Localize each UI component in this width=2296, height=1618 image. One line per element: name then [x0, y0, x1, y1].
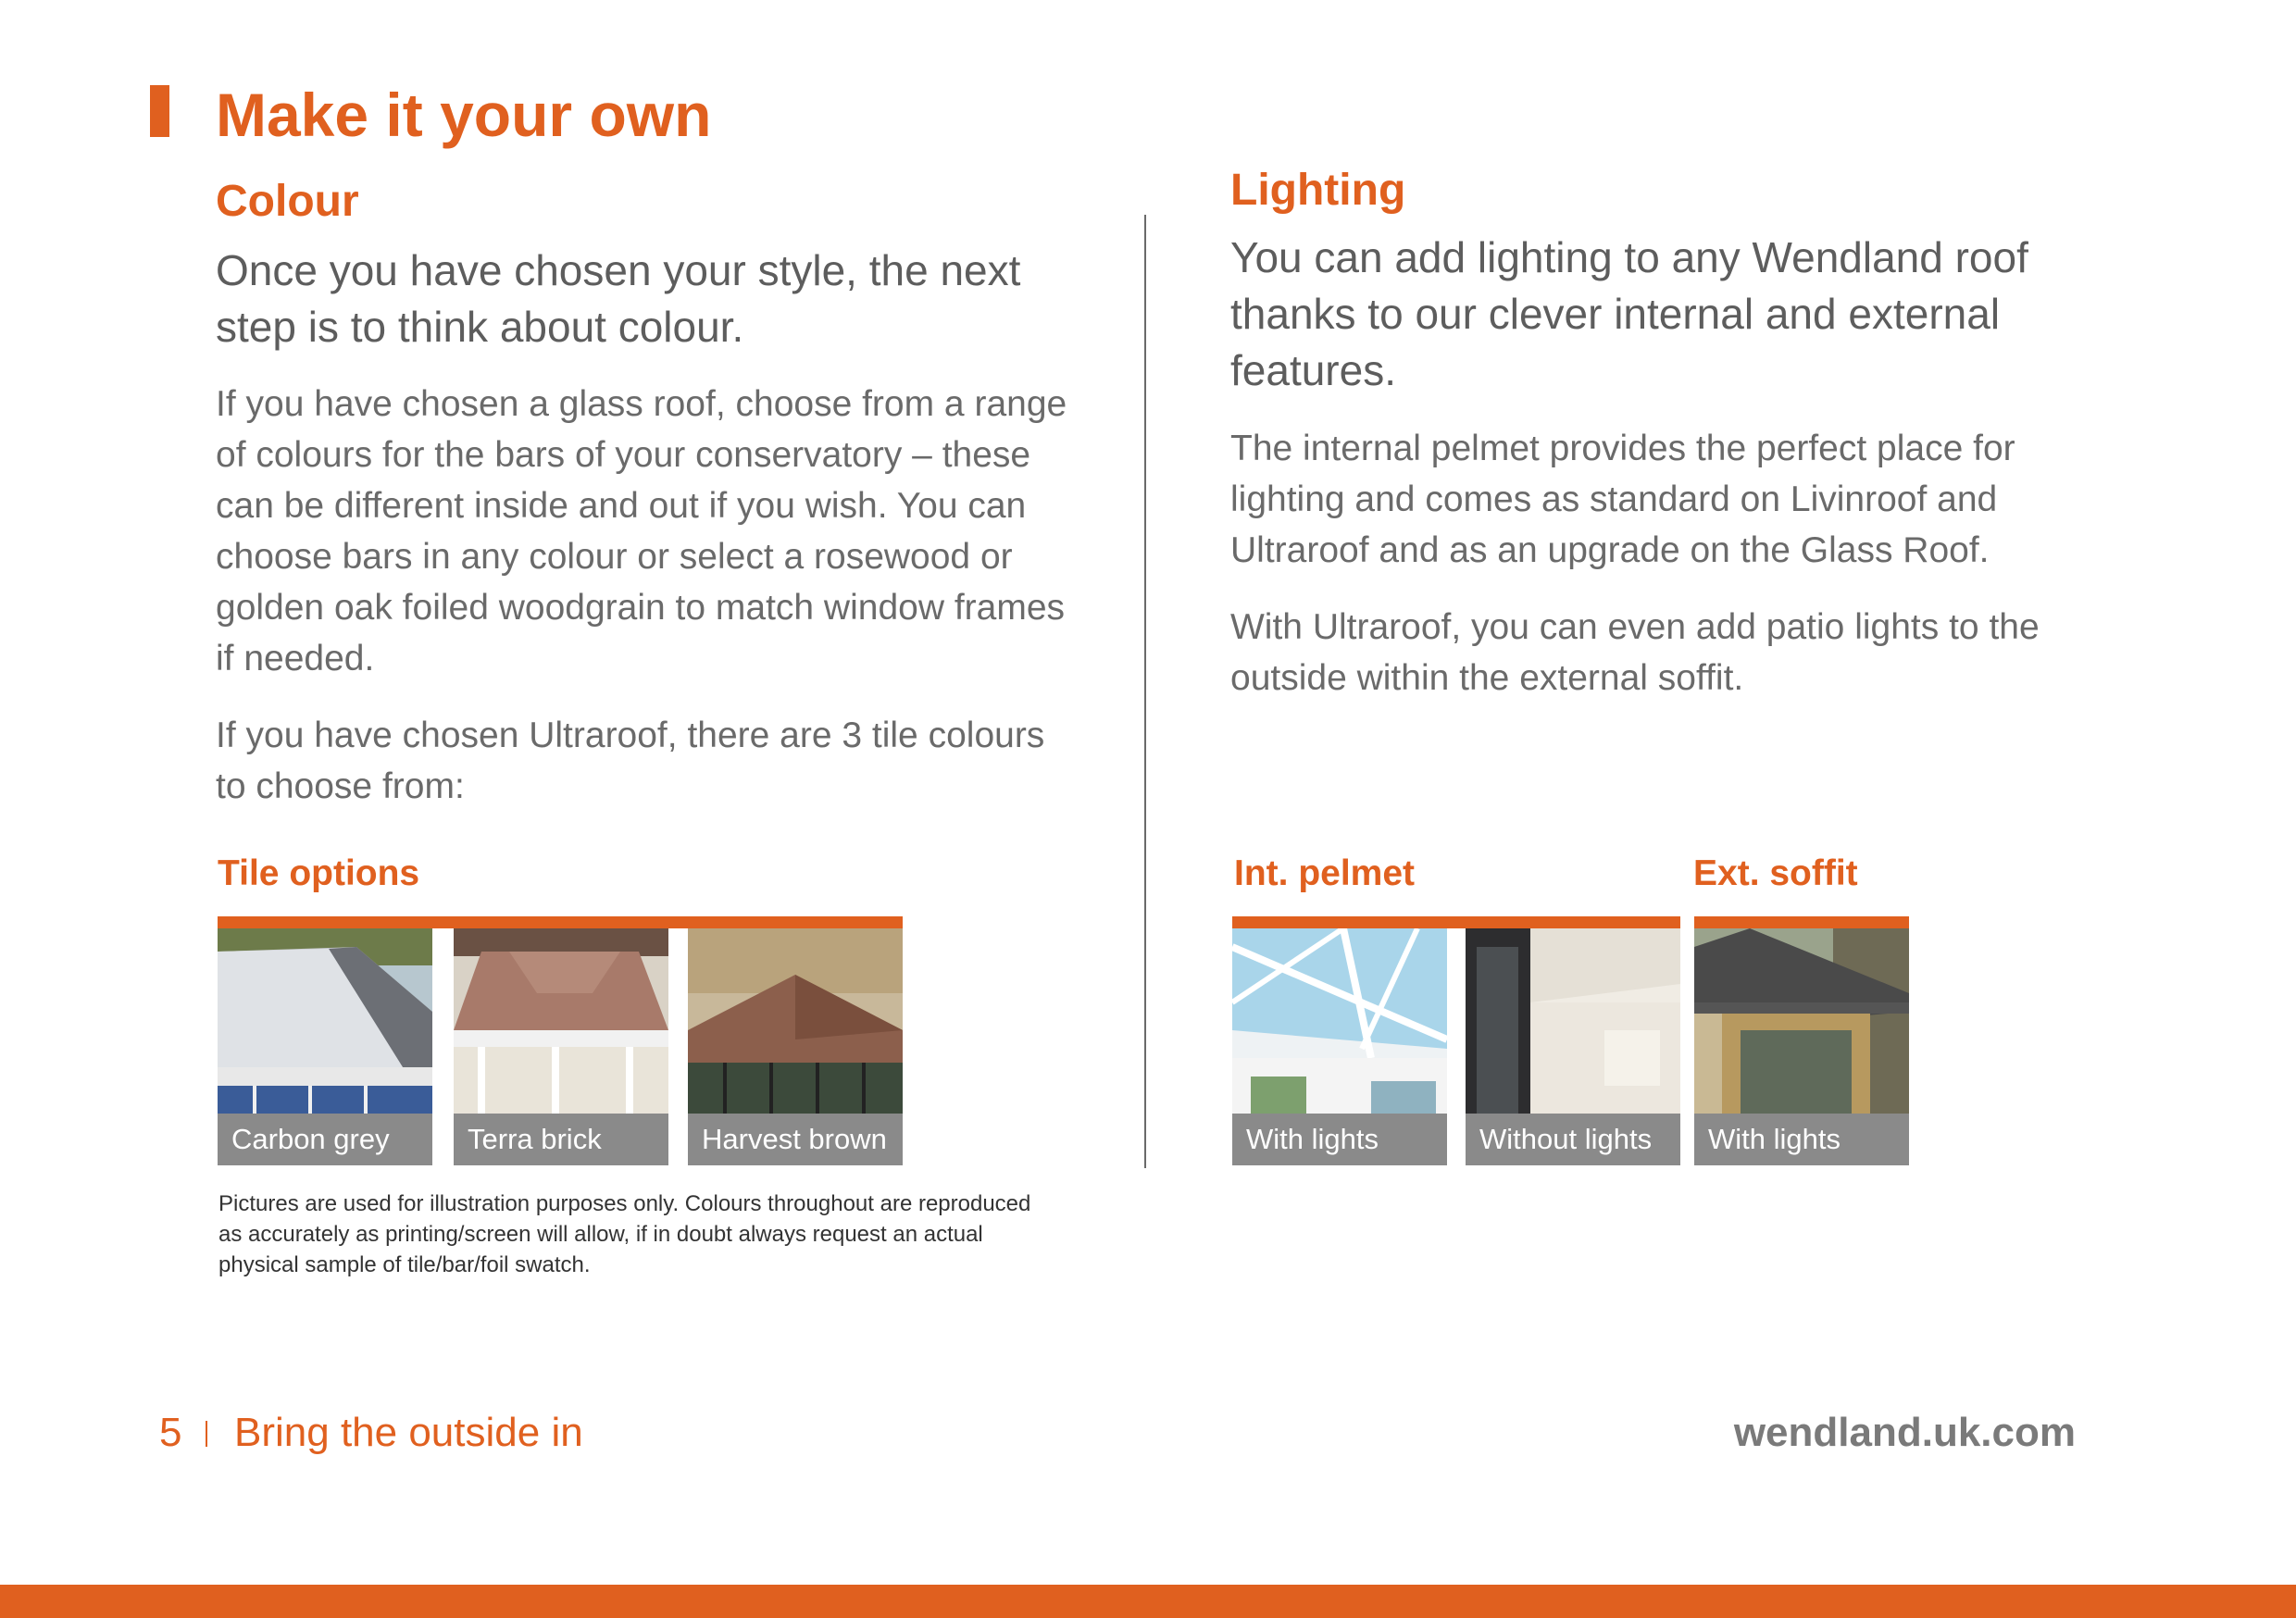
- colour-heading: Colour: [216, 177, 359, 226]
- ext-soffit-heading: Ext. soffit: [1693, 853, 1858, 893]
- lighting-paragraph-1: The internal pelmet provides the perfect place for lighting and comes as standard on Livinroof and Ultraroof and as an upgrade on the Glass Roof.: [1230, 429, 2015, 570]
- lighting-heading: Lighting: [1230, 166, 1406, 215]
- footer-separator: [206, 1421, 207, 1447]
- terra-brick-roof-image: [454, 928, 668, 1114]
- pelmet-with-lights: [1232, 928, 1447, 1165]
- lighting-paragraph-2: With Ultraroof, you can even add patio lights to the outside within the external soffit.: [1230, 607, 2040, 698]
- title-marker: [150, 85, 169, 137]
- lighting-lead: You can add lighting to any Wendland roof thanks to our clever internal and external features.: [1230, 233, 2028, 394]
- tile-options-strip: [218, 916, 903, 928]
- bottom-accent-bar: [0, 1585, 2296, 1618]
- tile-carbon-grey: [218, 928, 432, 1165]
- tile-label: With lights: [1694, 1114, 1909, 1165]
- page-title: Make it your own: [216, 81, 712, 149]
- colour-paragraph-1: If you have chosen a glass roof, choose from a range of colours for the bars of your conservatory – these can be different inside and out if you wish. You can choose bars in any colour or select a rosewood or golden oak foiled woodgrain to match window frames if needed.: [216, 384, 1067, 678]
- tile-terra-brick: [454, 928, 668, 1165]
- disclaimer: Pictures are used for illustration purposes only. Colours throughout are reproduced as accurately as printing/screen will allow, if in doubt always request an actual physical sample of tile/bar/foil swatch.: [218, 1191, 1031, 1277]
- footer-url[interactable]: wendland.uk.com: [1733, 1410, 2076, 1455]
- soffit-with-lights: [1694, 928, 1909, 1165]
- carbon-grey-roof-image: [218, 928, 432, 1114]
- tile-options-heading: Tile options: [218, 853, 420, 893]
- soffit-with-lights-image: [1694, 928, 1909, 1114]
- tile-label: With lights: [1232, 1114, 1447, 1165]
- tile-label: Harvest brown: [688, 1114, 903, 1165]
- footer-section-title: Bring the outside in: [234, 1410, 583, 1455]
- tile-label: Terra brick: [454, 1114, 668, 1165]
- tile-label: Carbon grey: [218, 1114, 432, 1165]
- tile-label: Without lights: [1466, 1114, 1680, 1165]
- page-number: 5: [159, 1410, 182, 1455]
- ext-soffit-strip: [1694, 916, 1909, 928]
- harvest-brown-roof-image: [688, 928, 903, 1114]
- int-pelmet-strip: [1232, 916, 1680, 928]
- pelmet-without-lights-image: [1466, 928, 1680, 1114]
- tile-harvest-brown: [688, 928, 903, 1165]
- colour-lead: Once you have chosen your style, the next step is to think about colour.: [216, 246, 1021, 351]
- pelmet-without-lights: [1466, 928, 1680, 1165]
- column-divider: [1144, 215, 1146, 1168]
- int-pelmet-heading: Int. pelmet: [1234, 853, 1416, 893]
- pelmet-with-lights-image: [1232, 928, 1447, 1114]
- colour-paragraph-2: If you have chosen Ultraroof, there are 3 tile colours to choose from:: [216, 716, 1045, 806]
